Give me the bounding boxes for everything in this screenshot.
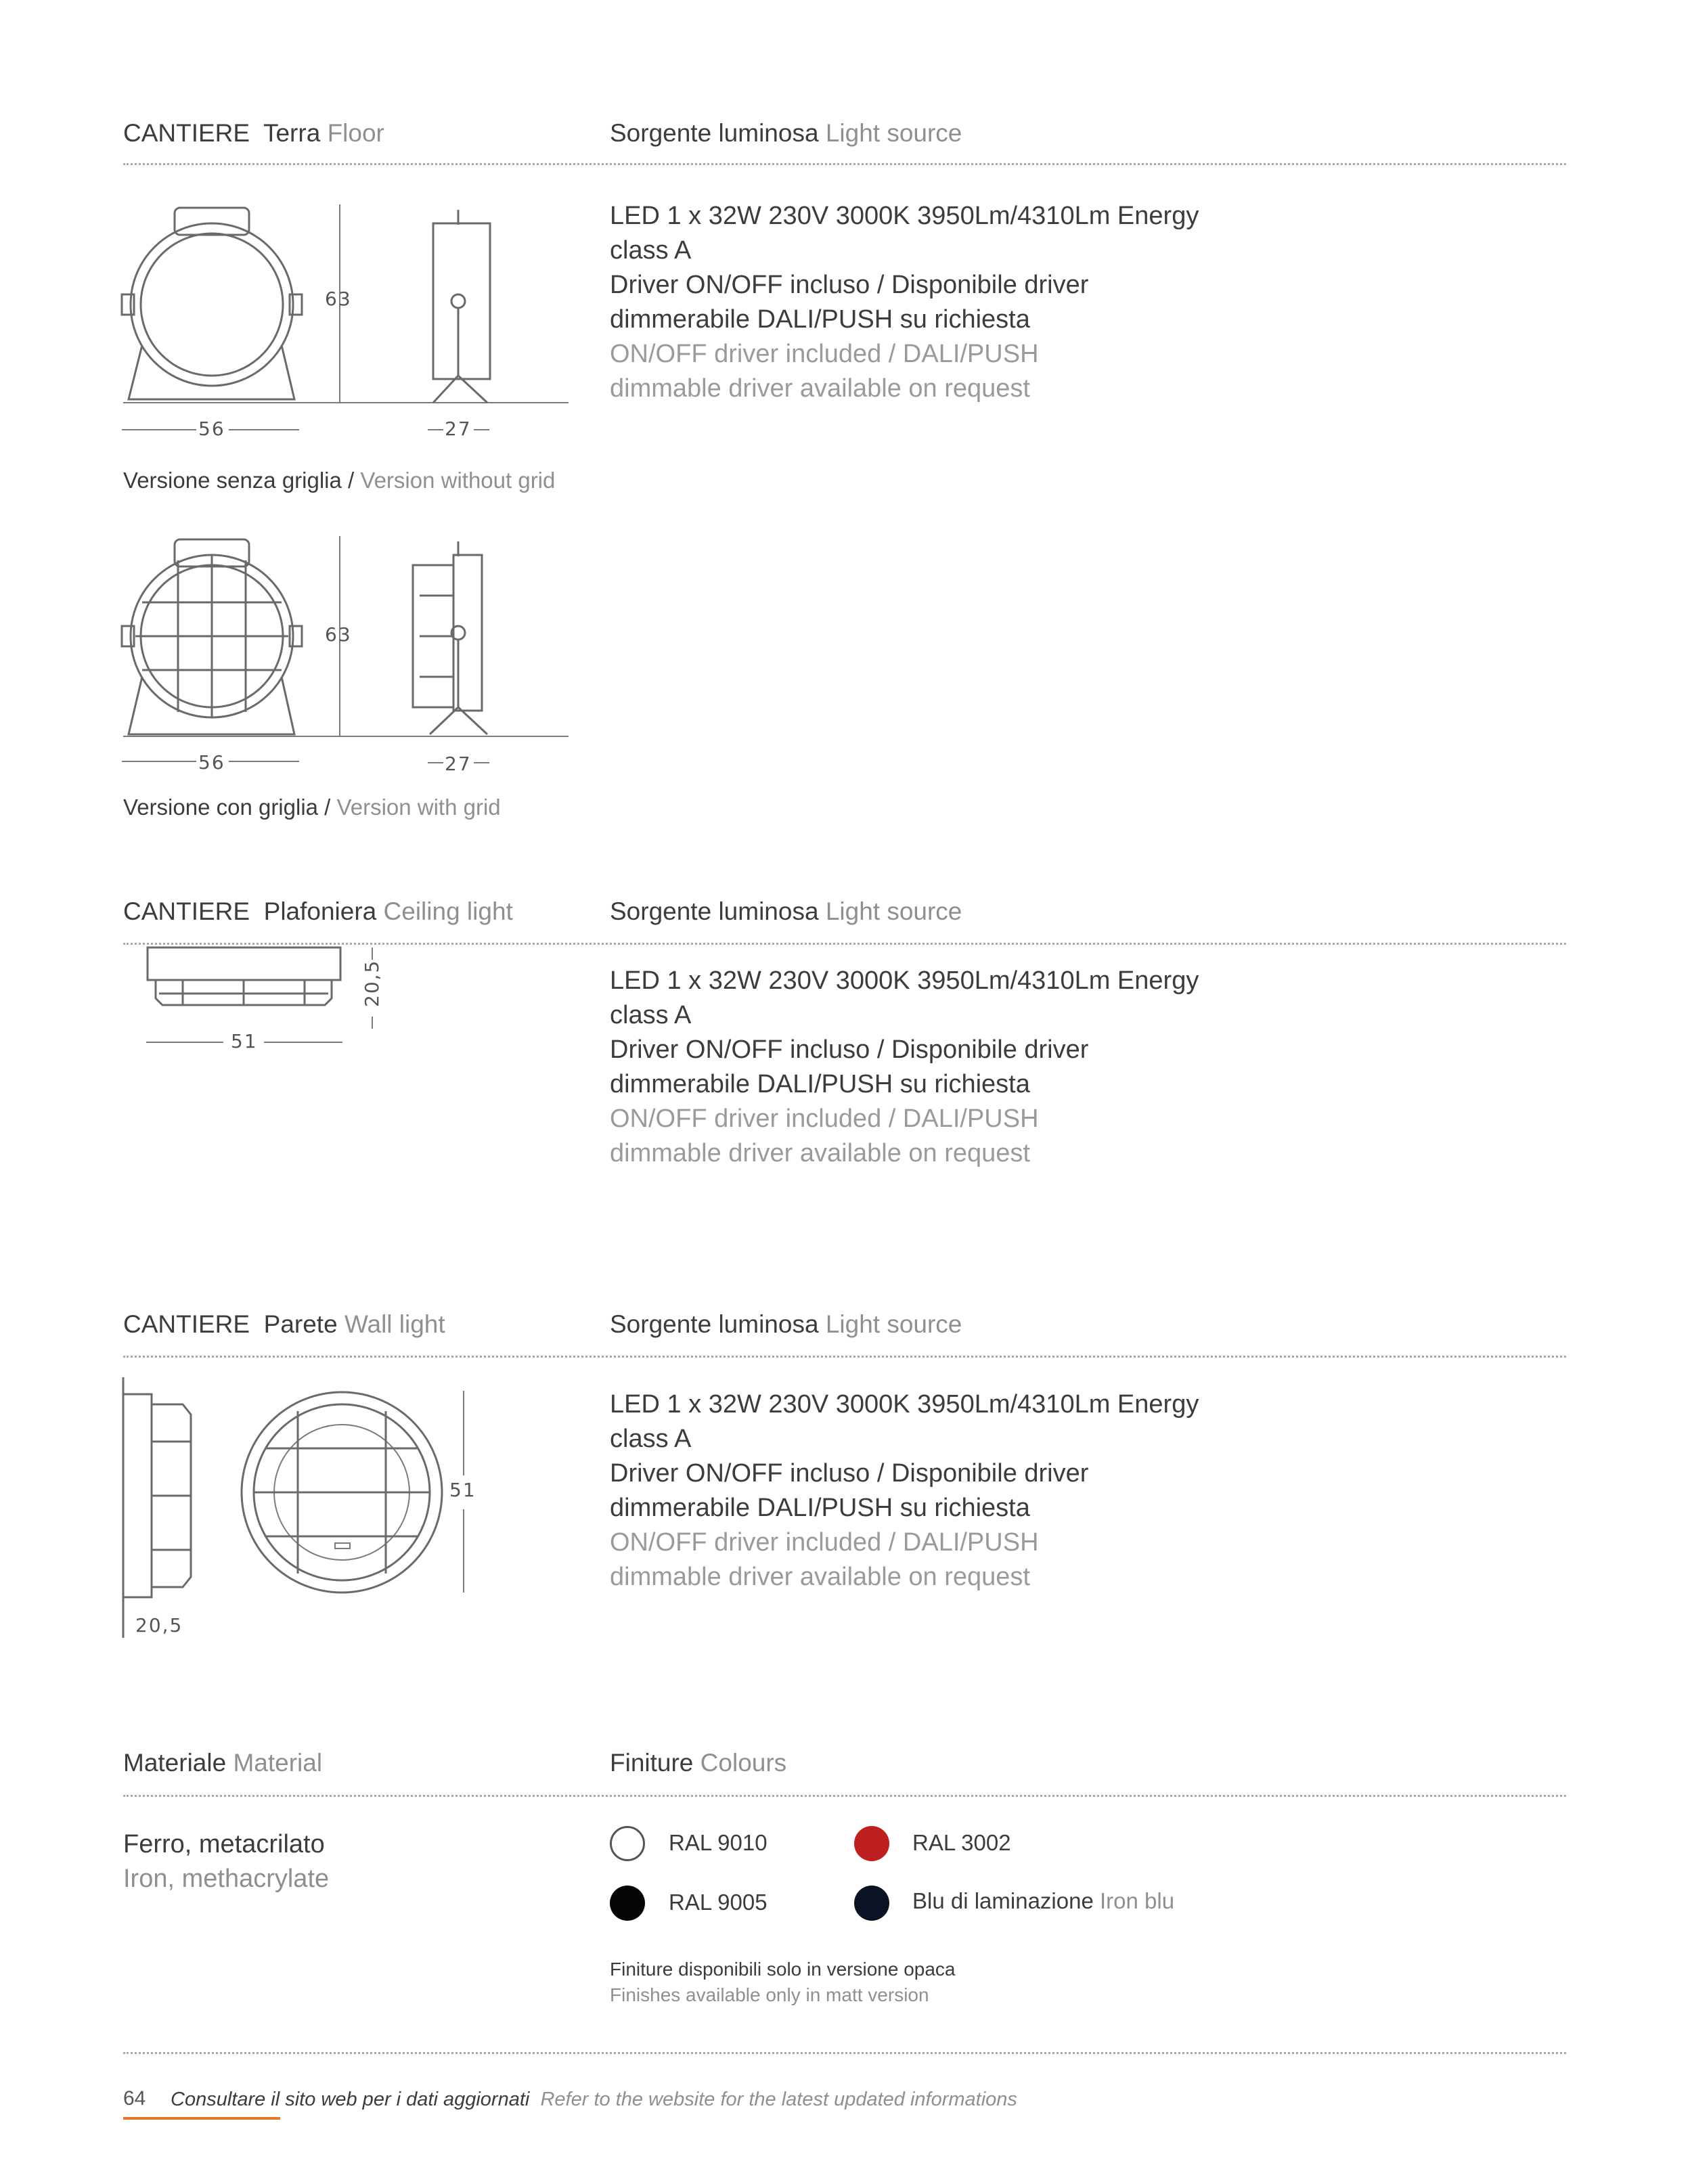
driver-en: ON/OFF driver included / DALI/PUSH bbox=[610, 1528, 1039, 1557]
driver-en: dimmable driver available on request bbox=[610, 1139, 1030, 1167]
caption-en: Version with grid bbox=[336, 795, 501, 820]
dim-diameter: 51 bbox=[449, 1479, 476, 1501]
finishes-heading bbox=[610, 1748, 786, 1778]
floor-source-heading bbox=[610, 118, 962, 148]
spec-line: class A bbox=[610, 1001, 692, 1029]
type-en: Wall light bbox=[344, 1310, 445, 1338]
divider bbox=[123, 1356, 1566, 1358]
dim-depth: 27 bbox=[445, 753, 472, 775]
color-swatch-ral-9005 bbox=[610, 1886, 645, 1921]
dim-width: 56 bbox=[198, 418, 225, 440]
dim-height: 63 bbox=[325, 623, 352, 646]
dim-height: 20,5 bbox=[361, 959, 383, 1007]
finishes-title-it: Finiture bbox=[610, 1749, 694, 1777]
dim-depth: 20,5 bbox=[135, 1614, 183, 1636]
material-en: Iron, methacrylate bbox=[123, 1865, 330, 1893]
color-swatch-iron-blu bbox=[854, 1886, 889, 1921]
material-title-it: Materiale bbox=[123, 1749, 227, 1777]
material-title-en: Material bbox=[233, 1749, 323, 1777]
floor-lamp-drawing-no-grid bbox=[115, 196, 575, 447]
type-en: Floor bbox=[327, 119, 384, 147]
source-en: Light source bbox=[825, 897, 962, 925]
type-en: Ceiling light bbox=[383, 897, 513, 925]
finishes-note bbox=[610, 1957, 956, 2008]
ceiling-light-drawing bbox=[142, 941, 386, 1063]
source-it: Sorgente luminosa bbox=[610, 119, 819, 147]
dim-width: 56 bbox=[198, 751, 225, 774]
source-it: Sorgente luminosa bbox=[610, 1310, 819, 1338]
divider bbox=[123, 163, 1566, 165]
color-label-it: Blu di laminazione bbox=[912, 1888, 1094, 1913]
caption-it: Versione senza griglia / bbox=[123, 468, 355, 493]
driver-en: dimmable driver available on request bbox=[610, 374, 1030, 403]
spec-line: LED 1 x 32W 230V 3000K 3950Lm/4310Lm Energy bbox=[610, 202, 1199, 230]
footer-accent-line bbox=[123, 2117, 280, 2120]
color-swatch-ral-3002 bbox=[854, 1826, 889, 1861]
type-it: Parete bbox=[263, 1310, 338, 1338]
footer-note bbox=[171, 2089, 1017, 2111]
type-it: Terra bbox=[263, 119, 321, 147]
product-name: CANTIERE bbox=[123, 119, 250, 147]
spec-line: LED 1 x 32W 230V 3000K 3950Lm/4310Lm Energy bbox=[610, 1390, 1199, 1419]
driver-en: dimmable driver available on request bbox=[610, 1563, 1030, 1591]
floor-title bbox=[123, 118, 384, 148]
product-name: CANTIERE bbox=[123, 1310, 250, 1338]
divider bbox=[123, 1795, 1566, 1797]
driver-it: dimmerabile DALI/PUSH su richiesta bbox=[610, 305, 1030, 334]
ceiling-spec bbox=[610, 964, 1232, 1171]
driver-en: ON/OFF driver included / DALI/PUSH bbox=[610, 340, 1039, 368]
product-name: CANTIERE bbox=[123, 897, 250, 925]
spec-line: LED 1 x 32W 230V 3000K 3950Lm/4310Lm Energy bbox=[610, 966, 1199, 995]
driver-it: dimmerabile DALI/PUSH su richiesta bbox=[610, 1070, 1030, 1098]
source-en: Light source bbox=[825, 119, 962, 147]
driver-it: Driver ON/OFF incluso / Disponibile driver bbox=[610, 1035, 1089, 1064]
driver-it: dimmerabile DALI/PUSH su richiesta bbox=[610, 1494, 1030, 1522]
page-number: 64 bbox=[123, 2087, 146, 2110]
caption-no-grid bbox=[123, 467, 555, 494]
color-label: RAL 3002 bbox=[912, 1830, 1011, 1855]
note-en: Finishes available only in matt version bbox=[610, 1984, 929, 2005]
divider bbox=[123, 2052, 1566, 2054]
wall-spec bbox=[610, 1387, 1232, 1595]
footer-note-it: Consultare il sito web per i dati aggiornati bbox=[171, 2089, 530, 2110]
color-swatch-ral-9010 bbox=[610, 1826, 645, 1861]
color-label: RAL 9010 bbox=[669, 1830, 768, 1855]
source-it: Sorgente luminosa bbox=[610, 897, 819, 925]
ceiling-source-heading bbox=[610, 897, 962, 927]
material-heading bbox=[123, 1748, 322, 1778]
spec-line: class A bbox=[610, 236, 692, 265]
floor-lamp-drawing-grid bbox=[115, 528, 575, 778]
caption-grid bbox=[123, 794, 501, 821]
wall-title bbox=[123, 1310, 445, 1339]
floor-spec bbox=[610, 199, 1232, 406]
dim-depth: 27 bbox=[445, 418, 472, 440]
source-en: Light source bbox=[825, 1310, 962, 1338]
dim-height: 63 bbox=[325, 288, 352, 310]
type-it: Plafoniera bbox=[263, 897, 377, 925]
material-it: Ferro, metacrilato bbox=[123, 1830, 325, 1858]
caption-en: Version without grid bbox=[360, 468, 556, 493]
caption-it: Versione con griglia / bbox=[123, 795, 331, 820]
color-label: RAL 9005 bbox=[669, 1890, 768, 1915]
driver-it: Driver ON/OFF incluso / Disponibile driver bbox=[610, 1459, 1089, 1488]
note-it: Finiture disponibili solo in versione opaca bbox=[610, 1959, 956, 1980]
wall-light-drawing bbox=[115, 1374, 494, 1645]
color-label-en: Iron blu bbox=[1100, 1888, 1175, 1913]
driver-en: ON/OFF driver included / DALI/PUSH bbox=[610, 1105, 1039, 1133]
finishes-title-en: Colours bbox=[700, 1749, 787, 1777]
color-label bbox=[912, 1888, 1174, 1915]
footer-note-en: Refer to the website for the latest updated informations bbox=[540, 2089, 1017, 2110]
material-value bbox=[123, 1827, 329, 1896]
wall-source-heading bbox=[610, 1310, 962, 1339]
dim-width: 51 bbox=[231, 1030, 258, 1052]
ceiling-title bbox=[123, 897, 513, 927]
driver-it: Driver ON/OFF incluso / Disponibile driver bbox=[610, 271, 1089, 299]
spec-line: class A bbox=[610, 1425, 692, 1453]
